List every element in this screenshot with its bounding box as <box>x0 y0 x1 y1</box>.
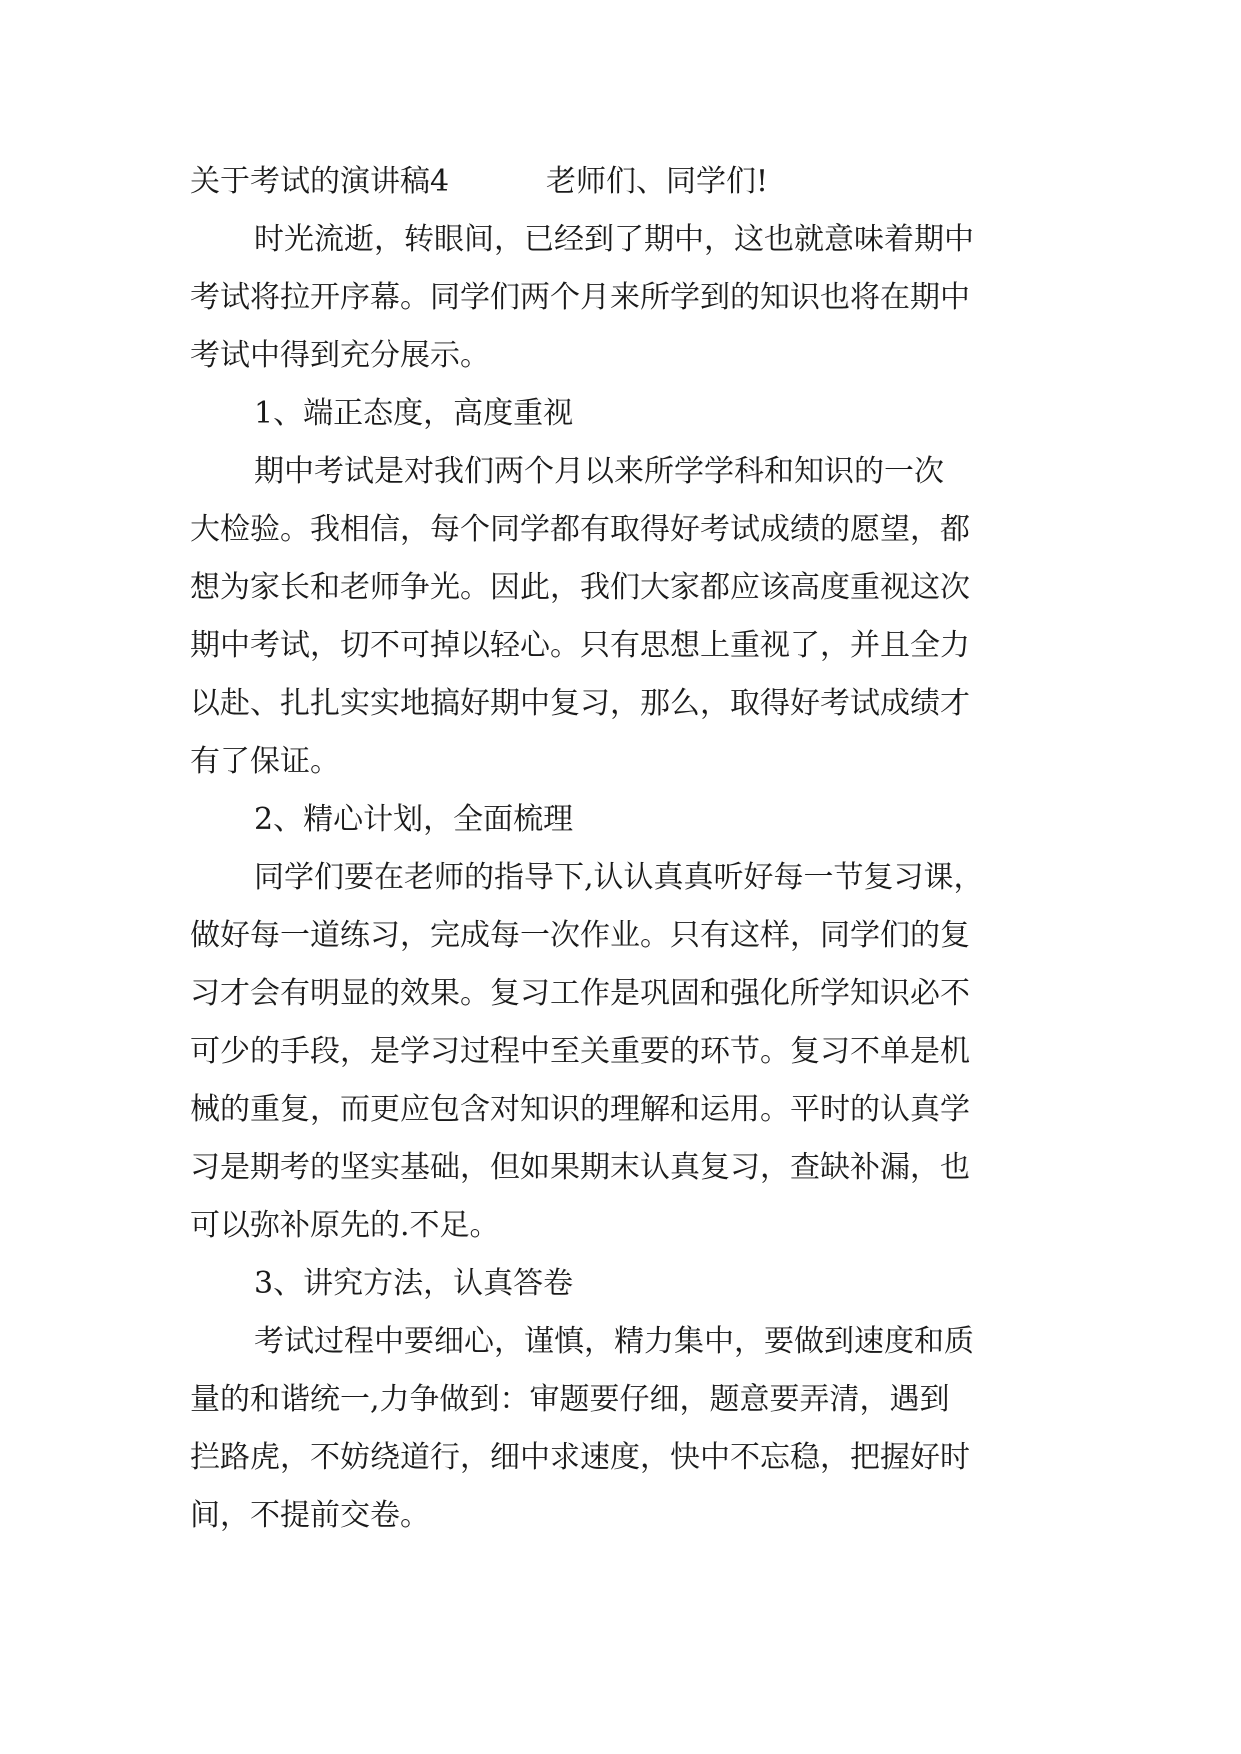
paragraph-line: 时光流逝，转眼间，已经到了期中，这也就意味着期中 <box>254 222 974 257</box>
section-heading: 3、讲究方法，认真答卷 <box>254 1266 574 1301</box>
paragraph-line: 想为家长和老师争光。因此，我们大家都应该高度重视这次 <box>190 570 970 605</box>
paragraph-line: 以赴、扎扎实实地搞好期中复习，那么，取得好考试成绩才 <box>190 686 970 721</box>
paragraph-line: 习是期考的坚实基础，但如果期末认真复习，查缺补漏，也 <box>190 1150 970 1185</box>
paragraph-line: 考试过程中要细心，谨慎，精力集中，要做到速度和质 <box>254 1324 974 1359</box>
paragraph-line: 期中考试是对我们两个月以来所学学科和知识的一次 <box>254 454 944 489</box>
paragraph-line: 有了保证。 <box>190 744 340 779</box>
paragraph-line: 期中考试，切不可掉以轻心。只有思想上重视了，并且全力 <box>190 628 970 663</box>
paragraph-line: 可以弥补原先的.不足。 <box>190 1208 500 1243</box>
speech-title: 关于考试的演讲稿4 <box>190 164 450 199</box>
greeting: 老师们、同学们! <box>546 164 769 199</box>
paragraph-line: 同学们要在老师的指导下,认认真真听好每一节复习课， <box>254 860 984 895</box>
paragraph-line: 做好每一道练习，完成每一次作业。只有这样，同学们的复 <box>190 918 970 953</box>
paragraph-line: 可少的手段，是学习过程中至关重要的环节。复习不单是机 <box>190 1034 970 1069</box>
paragraph-line: 考试中得到充分展示。 <box>190 338 490 373</box>
paragraph-line: 间，不提前交卷。 <box>190 1498 430 1533</box>
paragraph-line: 械的重复，而更应包含对知识的理解和运用。平时的认真学 <box>190 1092 970 1127</box>
paragraph-line: 量的和谐统一,力争做到：审题要仔细，题意要弄清，遇到 <box>190 1382 950 1417</box>
paragraph-line: 考试将拉开序幕。同学们两个月来所学到的知识也将在期中 <box>190 280 970 315</box>
section-heading: 2、精心计划，全面梳理 <box>254 802 574 837</box>
paragraph-line: 大检验。我相信，每个同学都有取得好考试成绩的愿望，都 <box>190 512 970 547</box>
paragraph-line: 习才会有明显的效果。复习工作是巩固和强化所学知识必不 <box>190 976 970 1011</box>
section-heading: 1、端正态度，高度重视 <box>254 396 574 431</box>
paragraph-line: 拦路虎，不妨绕道行，细中求速度，快中不忘稳，把握好时 <box>190 1440 970 1475</box>
